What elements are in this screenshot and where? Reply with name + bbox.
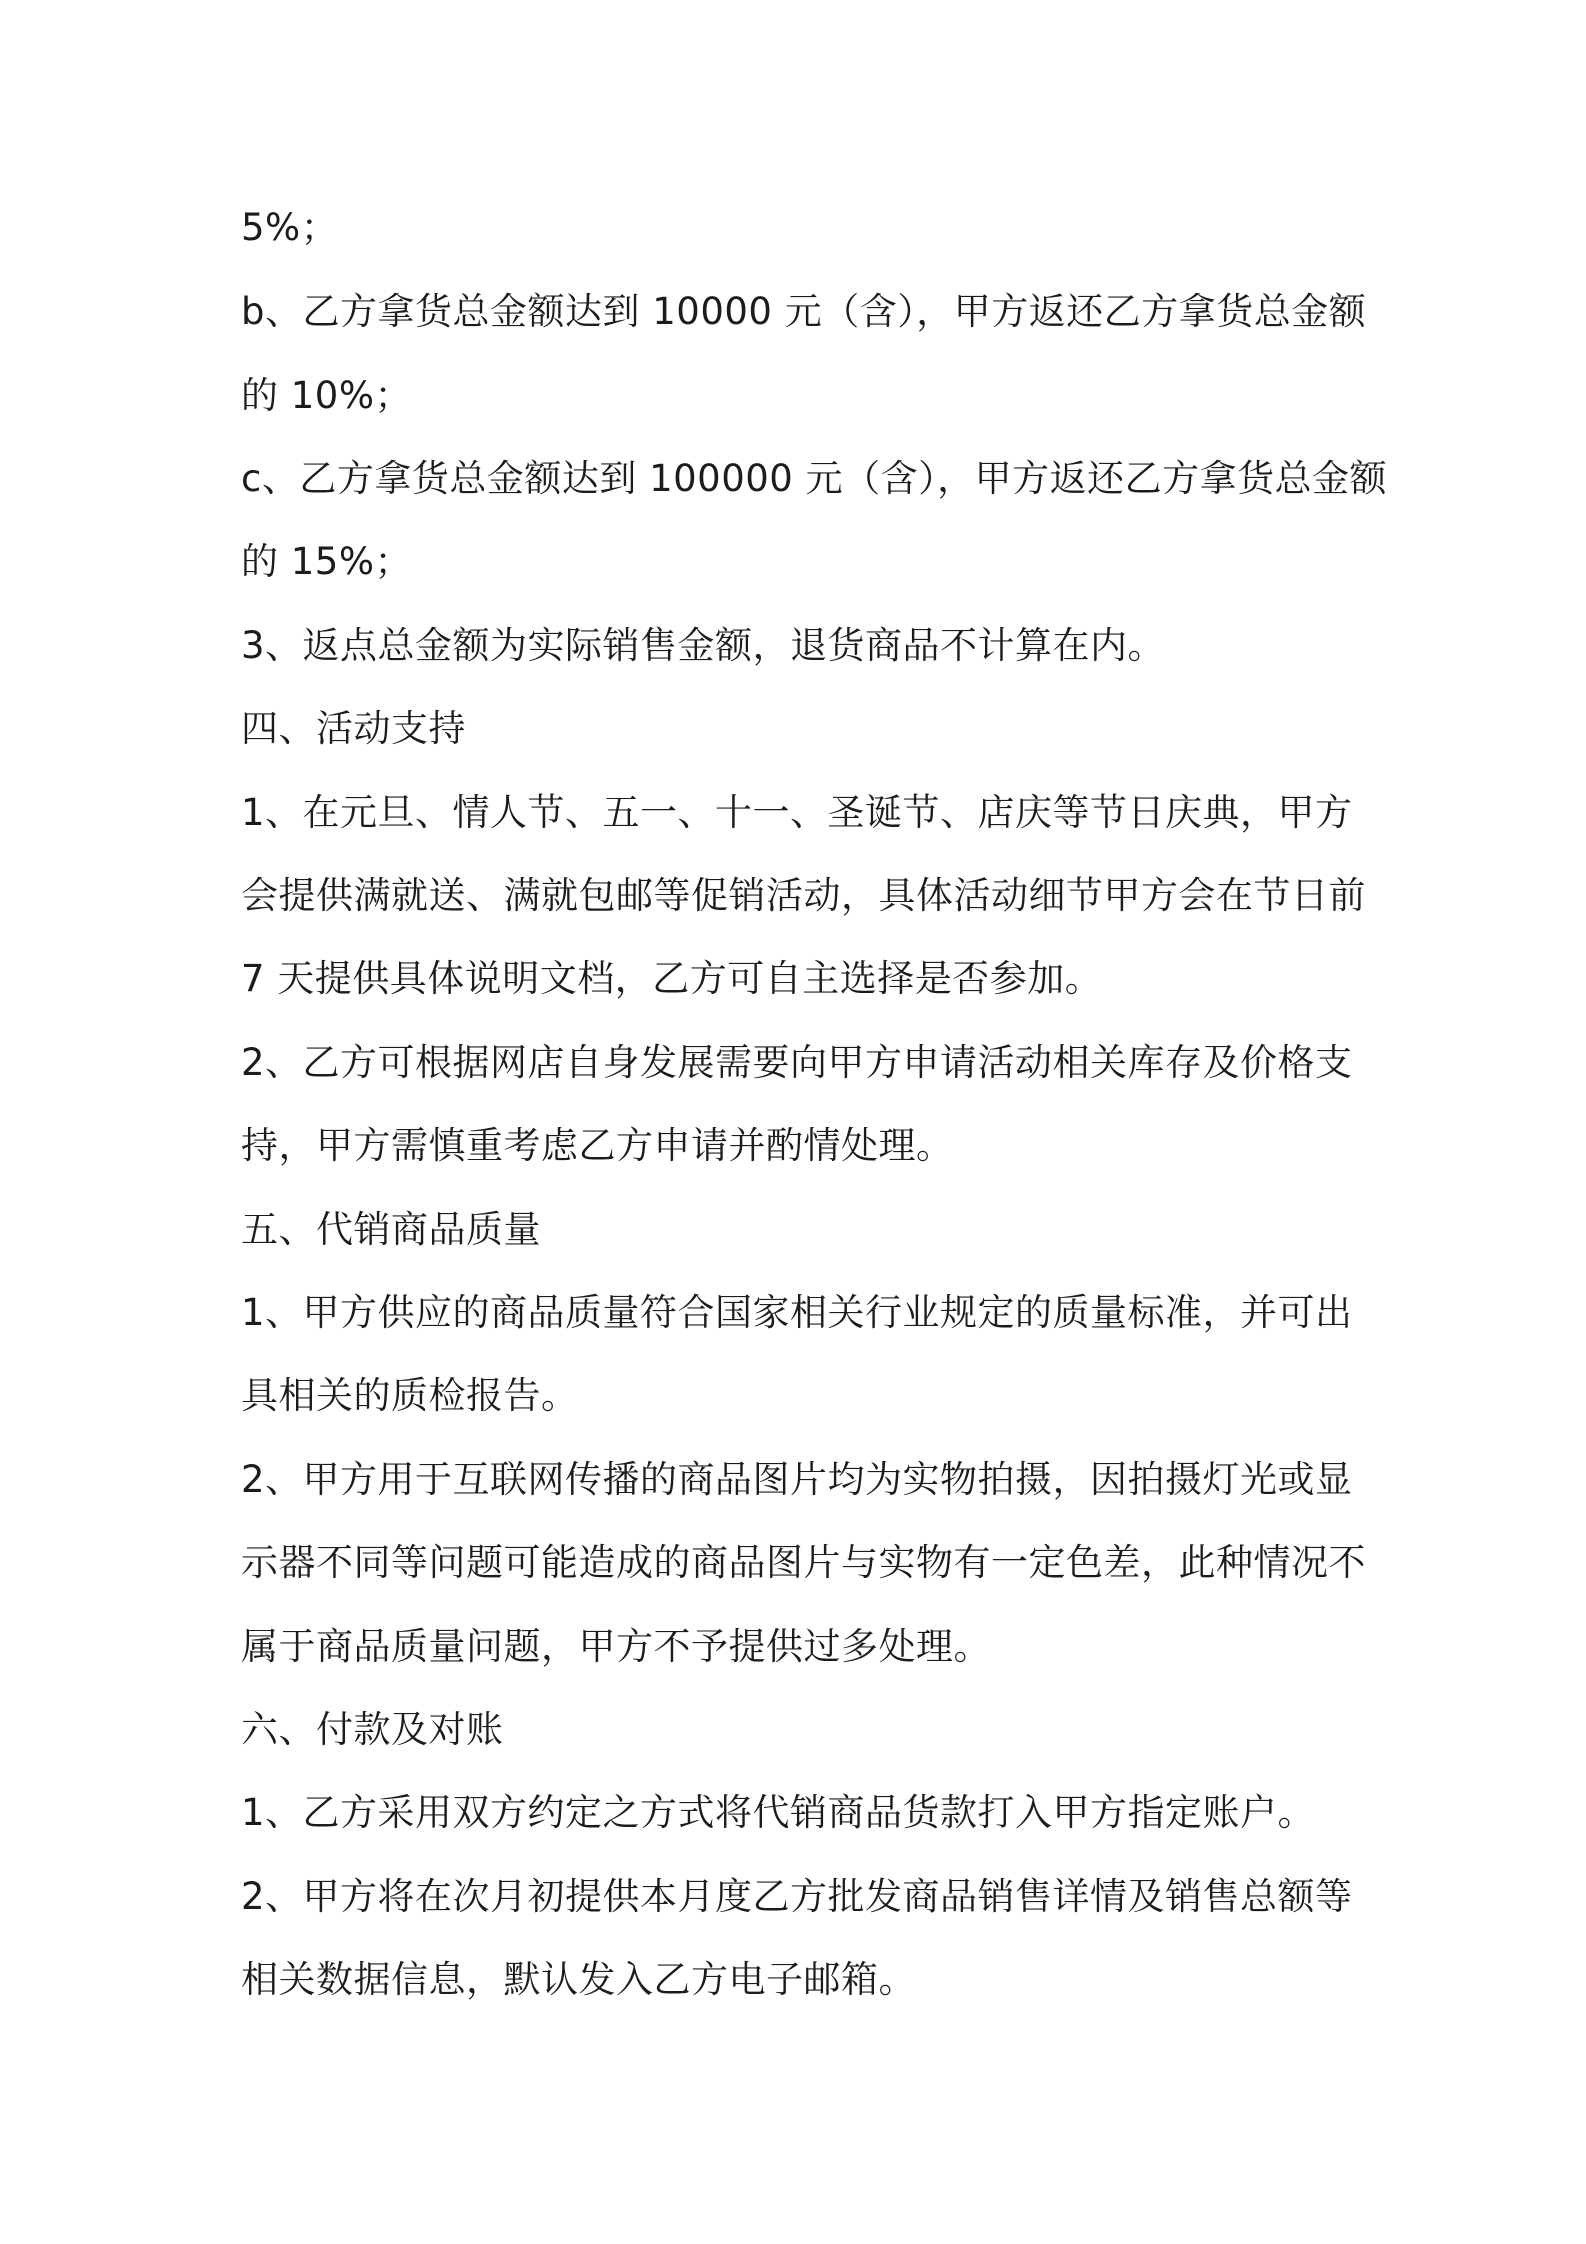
text-line: 3、返点总金额为实际销售金额，退货商品不计算在内。 — [241, 624, 1166, 667]
text-line: 会提供满就送、满就包邮等促销活动，具体活动细节甲方会在节日前 — [241, 874, 1366, 917]
text-line: 1、甲方供应的商品质量符合国家相关行业规定的质量标准，并可出 — [241, 1291, 1353, 1334]
text-line: 持，甲方需慎重考虑乙方申请并酌情处理。 — [241, 1124, 954, 1167]
text-line: 5%； — [241, 206, 339, 249]
section-heading: 四、活动支持 — [241, 707, 466, 750]
text-line: b、乙方拿货总金额达到 10000 元（含），甲方返还乙方拿货总金额 — [241, 290, 1367, 333]
text-line: c、乙方拿货总金额达到 100000 元（含），甲方返还乙方拿货总金额 — [241, 457, 1388, 500]
text-line: 具相关的质检报告。 — [241, 1374, 579, 1417]
text-line: 的 15%； — [241, 540, 412, 583]
text-line: 2、乙方可根据网店自身发展需要向甲方申请活动相关库存及价格支 — [241, 1041, 1353, 1084]
text-line: 1、乙方采用双方约定之方式将代销商品货款打入甲方指定账户。 — [241, 1791, 1316, 1834]
text-line: 1、在元旦、情人节、五一、十一、圣诞节、店庆等节日庆典，甲方 — [241, 791, 1353, 834]
text-line: 示器不同等问题可能造成的商品图片与实物有一定色差，此种情况不 — [241, 1541, 1366, 1584]
text-line: 相关数据信息，默认发入乙方电子邮箱。 — [241, 1958, 916, 2001]
text-line: 2、甲方将在次月初提供本月度乙方批发商品销售详情及销售总额等 — [241, 1875, 1353, 1918]
text-line: 2、甲方用于互联网传播的商品图片均为实物拍摄，因拍摄灯光或显 — [241, 1458, 1353, 1501]
text-line: 属于商品质量问题，甲方不予提供过多处理。 — [241, 1625, 991, 1668]
section-heading: 五、代销商品质量 — [241, 1208, 541, 1251]
text-line: 的 10%； — [241, 374, 412, 417]
section-heading: 六、付款及对账 — [241, 1708, 504, 1751]
text-line: 7 天提供具体说明文档，乙方可自主选择是否参加。 — [241, 957, 1103, 1000]
